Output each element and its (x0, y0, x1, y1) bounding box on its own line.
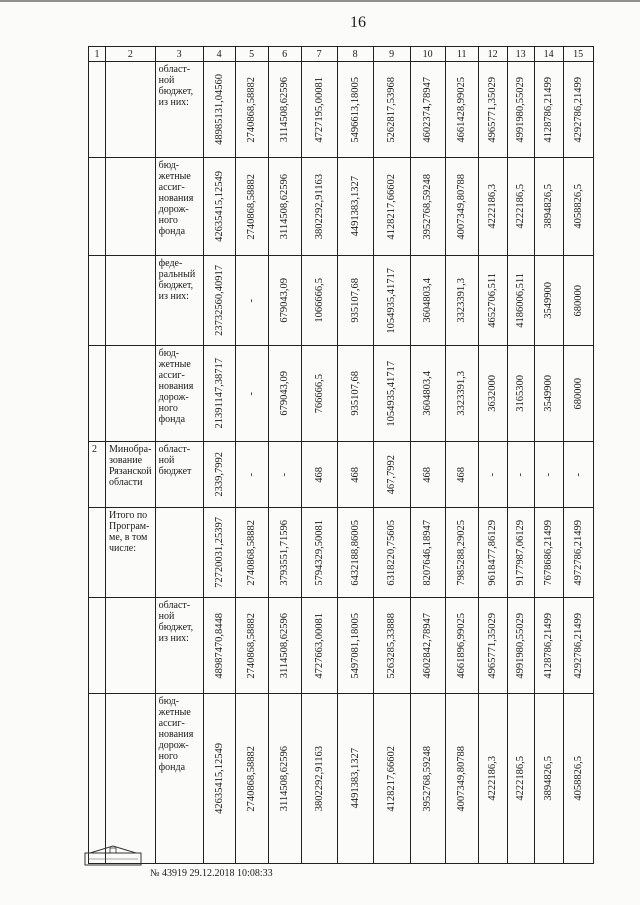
amount-value: 4058826,5 (572, 756, 584, 801)
row-number (89, 62, 106, 158)
amount-value: 4128786,21499 (543, 76, 555, 143)
amount-value: 4007349,80788 (456, 173, 468, 240)
amount-value: - (246, 472, 258, 477)
row-number (89, 508, 106, 598)
funding-source: област-ной бюджет, из них: (155, 598, 203, 694)
program-name (106, 158, 156, 256)
amount-cell (410, 62, 445, 158)
amount-cell (373, 158, 410, 256)
amount-cell (268, 62, 301, 158)
amount-cell (478, 508, 507, 598)
amount-cell (534, 598, 563, 694)
amount-cell (203, 62, 235, 158)
program-name (106, 694, 156, 864)
amount-cell (445, 508, 478, 598)
amount-value: 6318220,75605 (386, 519, 398, 586)
amount-value: 4972786,21499 (572, 519, 584, 586)
stamp-logo (84, 844, 142, 866)
amount-cell (563, 598, 593, 694)
amount-cell (507, 508, 534, 598)
amount-value: 4491383,1327 (349, 176, 361, 237)
amount-value: 4222186,5 (515, 756, 527, 801)
amount-cell (534, 346, 563, 442)
amount-value: 48987470,8448 (213, 612, 225, 679)
amount-cell (203, 598, 235, 694)
amount-cell (534, 442, 563, 508)
amount-cell (337, 256, 373, 346)
amount-cell (337, 598, 373, 694)
amount-value: 3323391,3 (456, 278, 468, 323)
amount-cell (203, 346, 235, 442)
amount-cell (337, 442, 373, 508)
amount-value: 4661428,99025 (456, 76, 468, 143)
funding-source: бюд-жетные ассиг-нования дорож-ного фонда (155, 158, 203, 256)
amount-value: 935107,68 (349, 278, 361, 323)
amount-value: 4128786,21499 (543, 612, 555, 679)
amount-value: 3114508,62596 (279, 173, 291, 240)
amount-cell (235, 694, 268, 864)
program-name (106, 256, 156, 346)
amount-cell (268, 508, 301, 598)
amount-value: - (246, 391, 258, 396)
amount-cell (268, 346, 301, 442)
row-number (89, 694, 106, 864)
amount-cell (301, 508, 337, 598)
column-number: 11 (445, 47, 478, 62)
table-row (89, 158, 594, 256)
amount-value: 4965771,35029 (487, 76, 499, 143)
amount-value: 3952768,59248 (422, 173, 434, 240)
amount-cell (478, 256, 507, 346)
amount-cell (534, 508, 563, 598)
funding-source: област-ной бюджет, из них: (155, 62, 203, 158)
amount-cell (337, 158, 373, 256)
program-name (106, 62, 156, 158)
amount-value: - (572, 472, 584, 477)
amount-value: 3793551,71596 (279, 519, 291, 586)
amount-value: 680000 (572, 284, 584, 317)
amount-value: 5262817,53968 (386, 76, 398, 143)
amount-value: 468 (349, 466, 361, 483)
amount-value: 3114508,62596 (279, 745, 291, 812)
amount-cell (235, 598, 268, 694)
amount-cell (563, 442, 593, 508)
amount-cell (445, 256, 478, 346)
amount-cell (563, 346, 593, 442)
amount-value: 3323391,3 (456, 371, 468, 416)
amount-cell (478, 158, 507, 256)
amount-cell (534, 256, 563, 346)
amount-cell (301, 62, 337, 158)
amount-cell (268, 694, 301, 864)
amount-cell (410, 346, 445, 442)
amount-value: 4292786,21499 (572, 612, 584, 679)
amount-cell (410, 442, 445, 508)
amount-cell (268, 158, 301, 256)
amount-cell (373, 508, 410, 598)
amount-value: 2740868,58882 (246, 173, 258, 240)
amount-value: 4222186,3 (487, 184, 499, 229)
amount-cell (337, 508, 373, 598)
row-number (89, 158, 106, 256)
amount-cell (203, 158, 235, 256)
amount-value: 4186006,511 (515, 273, 527, 328)
amount-cell (235, 442, 268, 508)
amount-value: 5497081,18005 (349, 612, 361, 679)
amount-value: 2740868,58882 (246, 745, 258, 812)
amount-cell (478, 62, 507, 158)
amount-value: 42635415,12549 (213, 743, 225, 814)
amount-cell (373, 598, 410, 694)
document-reference: № 43919 29.12.2018 10:08:33 (150, 868, 273, 879)
budget-table (88, 46, 594, 864)
amount-value: 21391147,38717 (213, 358, 225, 429)
amount-cell (337, 62, 373, 158)
amount-value: 48985131,04560 (213, 74, 225, 145)
amount-value: 42635415,12549 (213, 171, 225, 242)
amount-value: 1054935,41717 (386, 267, 398, 334)
program-name: Итого по Програм-ме, в том числе: (106, 508, 156, 598)
amount-cell (410, 694, 445, 864)
amount-cell (534, 62, 563, 158)
amount-value: 766666,5 (313, 373, 325, 414)
amount-value: 4222186,5 (515, 184, 527, 229)
amount-value: 2740868,58882 (246, 519, 258, 586)
amount-cell (301, 694, 337, 864)
column-number: 14 (534, 47, 563, 62)
amount-value: 6432188,86005 (349, 519, 361, 586)
amount-value: 23732560,40917 (213, 265, 225, 336)
funding-source: бюд-жетные ассиг-нования дорож-ного фонда (155, 694, 203, 864)
amount-cell (478, 694, 507, 864)
funding-source: област-ной бюджет (155, 442, 203, 508)
amount-value: 2740868,58882 (246, 76, 258, 143)
amount-cell (478, 346, 507, 442)
amount-cell (301, 598, 337, 694)
amount-value: 4602842,78947 (422, 612, 434, 679)
table-row (89, 346, 594, 442)
amount-value: 3894826,5 (543, 756, 555, 801)
amount-cell (563, 694, 593, 864)
amount-value: 2740868,58882 (246, 612, 258, 679)
amount-cell (203, 256, 235, 346)
amount-cell (534, 158, 563, 256)
column-number: 15 (563, 47, 593, 62)
amount-cell (410, 598, 445, 694)
column-number: 6 (268, 47, 301, 62)
column-number: 5 (235, 47, 268, 62)
amount-value: 679043,09 (279, 371, 291, 416)
amount-value: 3165300 (515, 375, 527, 412)
column-number: 10 (410, 47, 445, 62)
table-row (89, 256, 594, 346)
amount-value: 3802292,91163 (313, 745, 325, 812)
table-row (89, 598, 594, 694)
amount-cell (445, 694, 478, 864)
amount-value: 468 (422, 466, 434, 483)
program-name (106, 346, 156, 442)
amount-cell (268, 598, 301, 694)
amount-value: 4128217,66602 (386, 173, 398, 240)
amount-cell (478, 598, 507, 694)
amount-cell (507, 694, 534, 864)
amount-cell (478, 442, 507, 508)
row-number (89, 256, 106, 346)
amount-value: 3632000 (487, 375, 499, 412)
amount-value: 3549900 (543, 375, 555, 412)
column-number: 13 (507, 47, 534, 62)
amount-cell (337, 694, 373, 864)
amount-cell (301, 256, 337, 346)
amount-cell (445, 598, 478, 694)
amount-value: 680000 (572, 377, 584, 410)
amount-value: 4965771,35029 (487, 612, 499, 679)
amount-cell (445, 442, 478, 508)
amount-value: 4222186,3 (487, 756, 499, 801)
amount-cell (507, 62, 534, 158)
amount-value: 2339,7992 (213, 452, 225, 497)
program-name (106, 598, 156, 694)
amount-value: 679043,09 (279, 278, 291, 323)
amount-value: - (487, 472, 499, 477)
amount-value: 1054935,41717 (386, 360, 398, 427)
amount-cell (373, 346, 410, 442)
funding-source: феде-ральный бюджет, из них: (155, 256, 203, 346)
amount-cell (507, 256, 534, 346)
amount-value: 7678686,21499 (543, 519, 555, 586)
amount-value: 9177987,06129 (515, 519, 527, 586)
amount-cell (507, 158, 534, 256)
amount-value: 4991980,55029 (515, 612, 527, 679)
amount-value: 4727663,00081 (313, 612, 325, 679)
amount-cell (445, 346, 478, 442)
column-number: 2 (106, 47, 156, 62)
amount-cell (235, 62, 268, 158)
amount-value: 4652706,511 (487, 273, 499, 328)
table-row (89, 442, 594, 508)
amount-cell (507, 442, 534, 508)
amount-cell (268, 442, 301, 508)
amount-value: 4727195,00081 (313, 76, 325, 143)
amount-value: 3604803,4 (422, 278, 434, 323)
funding-source (155, 508, 203, 598)
row-number (89, 346, 106, 442)
amount-cell (235, 158, 268, 256)
amount-cell (301, 442, 337, 508)
amount-cell (235, 256, 268, 346)
amount-cell (235, 346, 268, 442)
table-row (89, 62, 594, 158)
amount-value: 3549900 (543, 282, 555, 319)
amount-value: 468 (456, 466, 468, 483)
amount-value: 4128217,66602 (386, 745, 398, 812)
amount-cell (235, 508, 268, 598)
amount-value: 3114508,62596 (279, 76, 291, 143)
column-numbers-row (89, 47, 594, 62)
amount-value: 3894826,5 (543, 184, 555, 229)
table-row (89, 694, 594, 864)
amount-cell (410, 508, 445, 598)
amount-cell (373, 62, 410, 158)
amount-cell (445, 158, 478, 256)
amount-value: - (279, 472, 291, 477)
amount-value: 9618477,86129 (487, 519, 499, 586)
column-number: 9 (373, 47, 410, 62)
amount-cell (301, 346, 337, 442)
amount-value: 4007349,80788 (456, 745, 468, 812)
amount-cell (268, 256, 301, 346)
amount-value: 72720031,25397 (213, 517, 225, 588)
row-number: 2 (89, 442, 106, 508)
amount-value: 3802292,91163 (313, 173, 325, 240)
amount-value: 5496613,18005 (349, 76, 361, 143)
amount-cell (301, 158, 337, 256)
amount-value: 467,7992 (386, 454, 398, 495)
amount-cell (563, 158, 593, 256)
amount-value: 1066666,5 (313, 278, 325, 323)
amount-cell (507, 346, 534, 442)
amount-cell (445, 62, 478, 158)
amount-value: - (246, 298, 258, 303)
amount-value: 8207646,18947 (422, 519, 434, 586)
funding-source: бюд-жетные ассиг-нования дорож-ного фонда (155, 346, 203, 442)
amount-value: 3604803,4 (422, 371, 434, 416)
amount-value: 4661896,99025 (456, 612, 468, 679)
amount-cell (203, 508, 235, 598)
amount-cell (373, 256, 410, 346)
amount-value: 7985288,29025 (456, 519, 468, 586)
amount-cell (373, 442, 410, 508)
amount-cell (410, 256, 445, 346)
amount-cell (563, 256, 593, 346)
amount-value: 4058826,5 (572, 184, 584, 229)
amount-value: 3114508,62596 (279, 612, 291, 679)
program-name: Минобра-зование Рязанской области (106, 442, 156, 508)
amount-value: 4991980,55029 (515, 76, 527, 143)
amount-value: 4602374,78947 (422, 76, 434, 143)
amount-value: - (543, 472, 555, 477)
amount-cell (410, 158, 445, 256)
amount-cell (203, 442, 235, 508)
amount-value: 4491383,1327 (349, 748, 361, 809)
column-number: 4 (203, 47, 235, 62)
amount-value: 935107,68 (349, 371, 361, 416)
amount-value: 468 (313, 466, 325, 483)
column-number: 3 (155, 47, 203, 62)
amount-cell (373, 694, 410, 864)
amount-cell (507, 598, 534, 694)
amount-value: - (515, 472, 527, 477)
amount-value: 3952768,59248 (422, 745, 434, 812)
row-number (89, 598, 106, 694)
column-number: 12 (478, 47, 507, 62)
amount-value: 4292786,21499 (572, 76, 584, 143)
column-number: 7 (301, 47, 337, 62)
table-row (89, 508, 594, 598)
amount-cell (563, 62, 593, 158)
page-number: 16 (350, 14, 366, 31)
amount-cell (534, 694, 563, 864)
amount-cell (203, 694, 235, 864)
column-number: 8 (337, 47, 373, 62)
column-number: 1 (89, 47, 106, 62)
amount-value: 5263285,33888 (386, 612, 398, 679)
amount-cell (563, 508, 593, 598)
amount-cell (337, 346, 373, 442)
scan-edge (0, 0, 640, 10)
amount-value: 5794329,50081 (313, 519, 325, 586)
